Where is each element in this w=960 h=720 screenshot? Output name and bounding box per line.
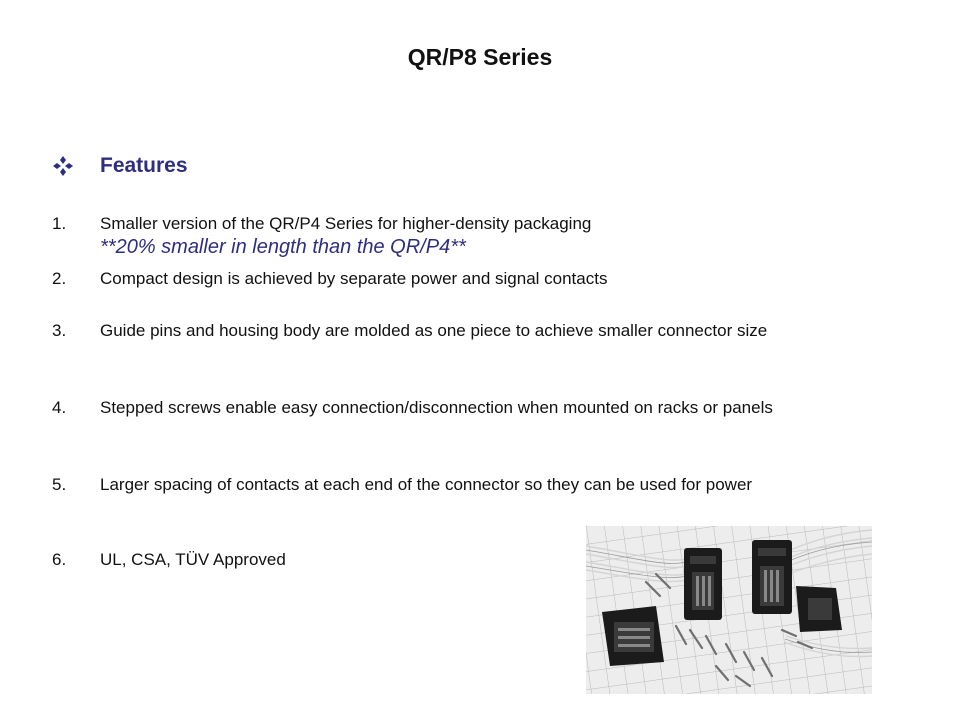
connector-product-photo [586,526,872,694]
item-number: 6. [52,550,67,569]
item-text: UL, CSA, TÜV Approved [100,550,286,569]
diamond-bullet-icon [52,155,74,177]
page-title: QR/P8 Series [407,44,553,70]
item-text: Smaller version of the QR/P4 Series for higher-density packaging [100,214,592,233]
features-label: Features [100,154,188,177]
item-text: Stepped screws enable easy connection/disconnection when mounted on racks or panels [100,398,773,417]
item-text: Guide pins and housing body are molded as one piece to achieve smaller connector size [100,321,768,340]
item-number: 4. [52,398,67,417]
features-heading [52,154,188,178]
item-note: **20% smaller in length than the QR/P4** [100,236,466,258]
item-number: 2. [52,269,67,288]
item-text: Larger spacing of contacts at each end of the connector so they can be used for power [100,475,753,494]
item-number: 5. [52,475,67,494]
item-number: 3. [52,321,67,340]
item-text: Compact design is achieved by separate power and signal contacts [100,269,608,288]
item-number: 1. [52,214,67,233]
